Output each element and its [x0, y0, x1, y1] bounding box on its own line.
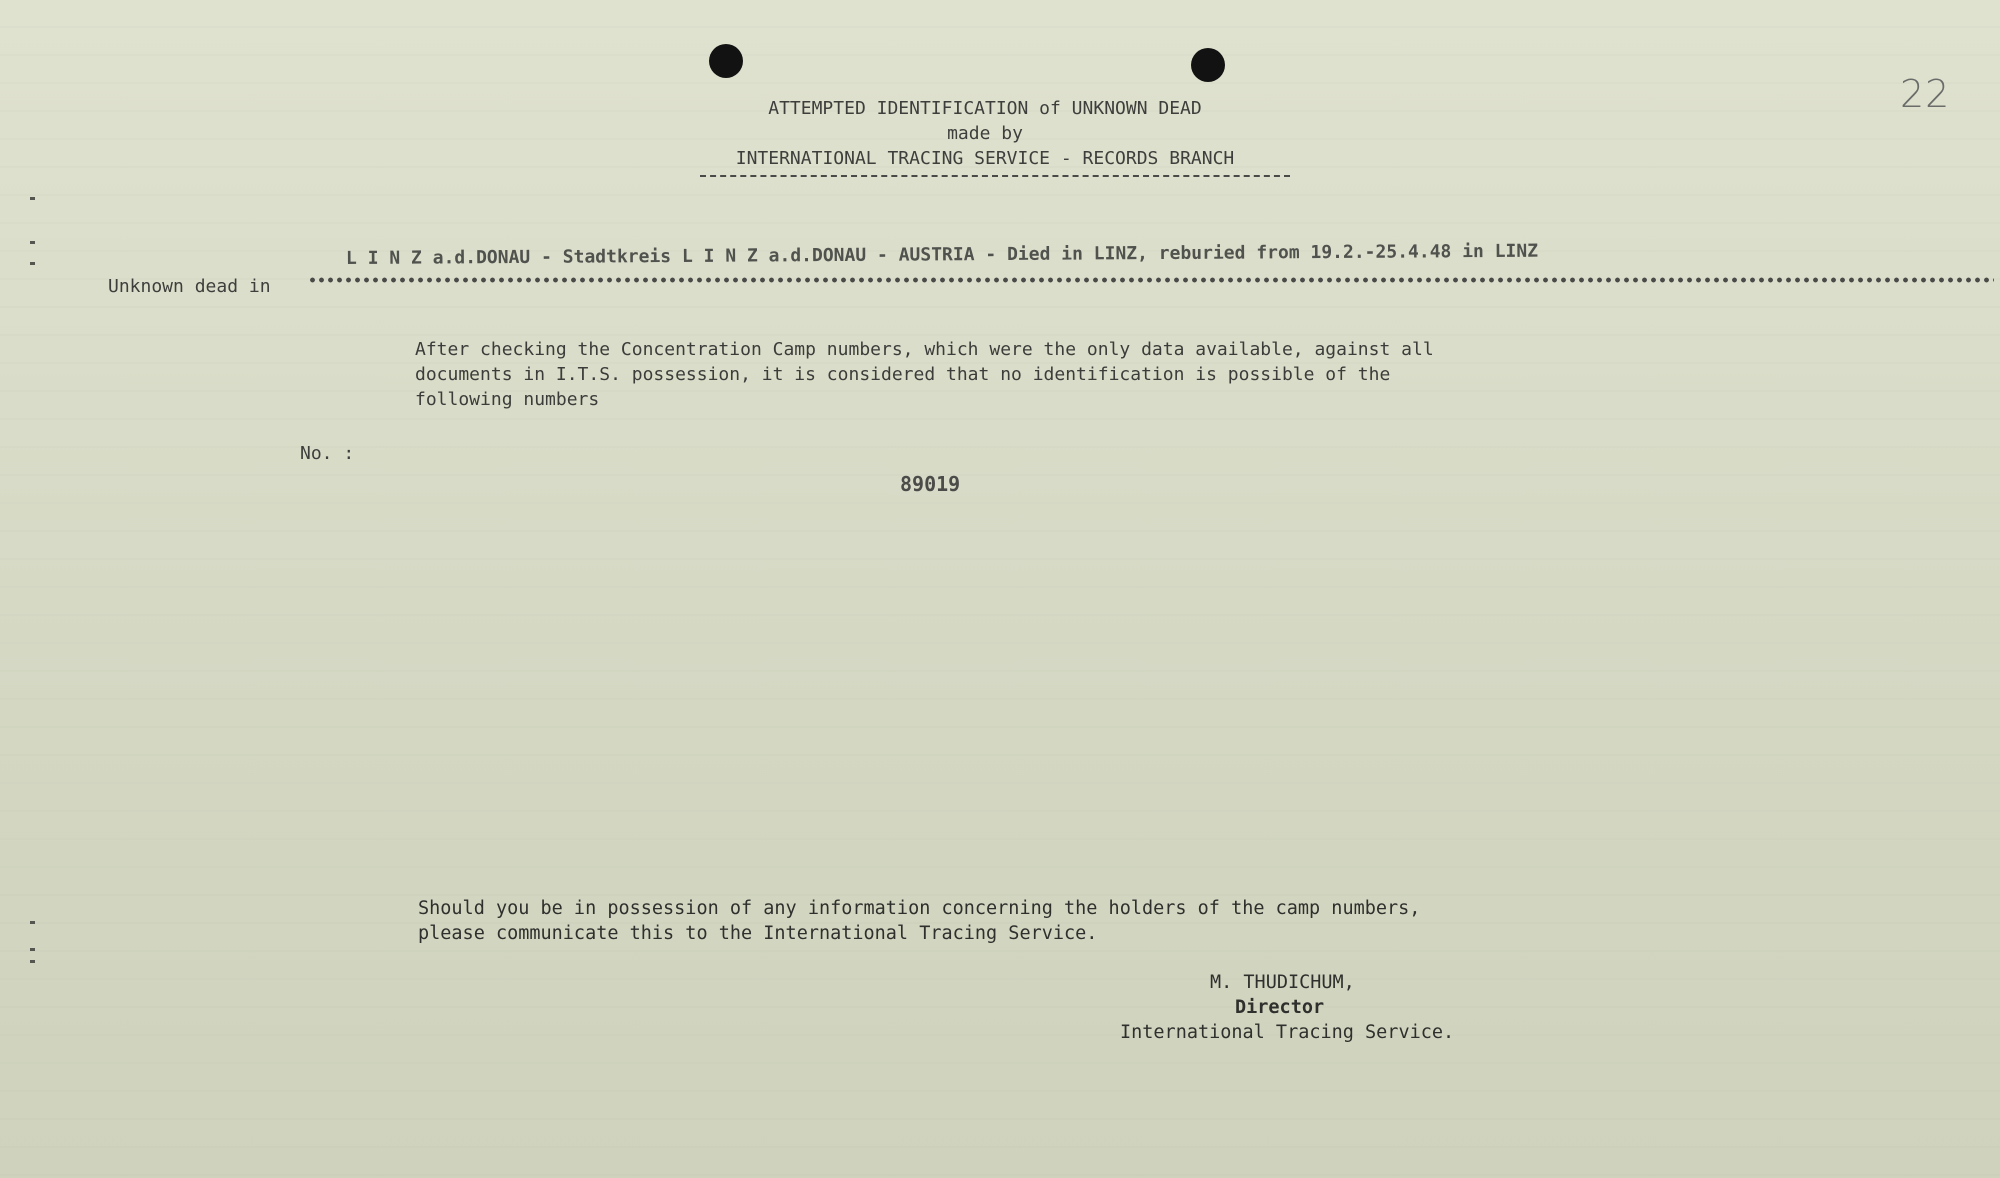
closing-paragraph: [418, 896, 1718, 946]
header-subtitle: made by: [947, 123, 1023, 144]
edge-mark: [30, 262, 35, 265]
punch-hole-right: [1191, 48, 1225, 82]
location-value: L I N Z a.d.DONAU - Stadtkreis L I N Z a.d.DONAU - AUSTRIA - Died in LINZ, reburied from 19.2.-25.4.48 in LINZ: [345, 240, 1539, 269]
edge-mark: [30, 921, 35, 924]
dotted-line: [308, 272, 1994, 288]
statement-line: following numbers: [415, 389, 600, 410]
signatory-name: M. THUDICHUM,: [1210, 972, 1355, 993]
location-label: Unknown dead in: [108, 276, 271, 297]
edge-mark: [30, 948, 35, 951]
punch-hole-left: [709, 44, 743, 78]
header-organization: INTERNATIONAL TRACING SERVICE - RECORDS BRANCH: [735, 148, 1235, 169]
statement-line: documents in I.T.S. possession, it is considered that no identification is possible of the: [415, 364, 1391, 385]
document-header: [700, 96, 1270, 177]
edge-mark: [30, 960, 35, 963]
edge-mark: [30, 241, 35, 244]
closing-line: Should you be in possession of any information concerning the holders of the camp numbers,: [418, 898, 1421, 919]
signatory-title: Director: [1235, 997, 1325, 1018]
signature-block: [1120, 970, 1540, 1045]
signatory-organization: International Tracing Service.: [1120, 1022, 1455, 1043]
header-title: ATTEMPTED IDENTIFICATION of UNKNOWN DEAD: [768, 98, 1202, 119]
header-rule: [700, 175, 1290, 177]
closing-line: please communicate this to the International Tracing Service.: [418, 923, 1098, 944]
numbers-label: No. :: [300, 443, 355, 464]
statement-line: After checking the Concentration Camp numbers, which were the only data available, against all: [415, 339, 1434, 360]
page-number: 22: [1900, 72, 1951, 116]
location-row: [108, 240, 1898, 298]
edge-mark: [30, 197, 35, 200]
statement-paragraph: [415, 337, 1715, 412]
camp-number: 89019: [900, 472, 961, 496]
